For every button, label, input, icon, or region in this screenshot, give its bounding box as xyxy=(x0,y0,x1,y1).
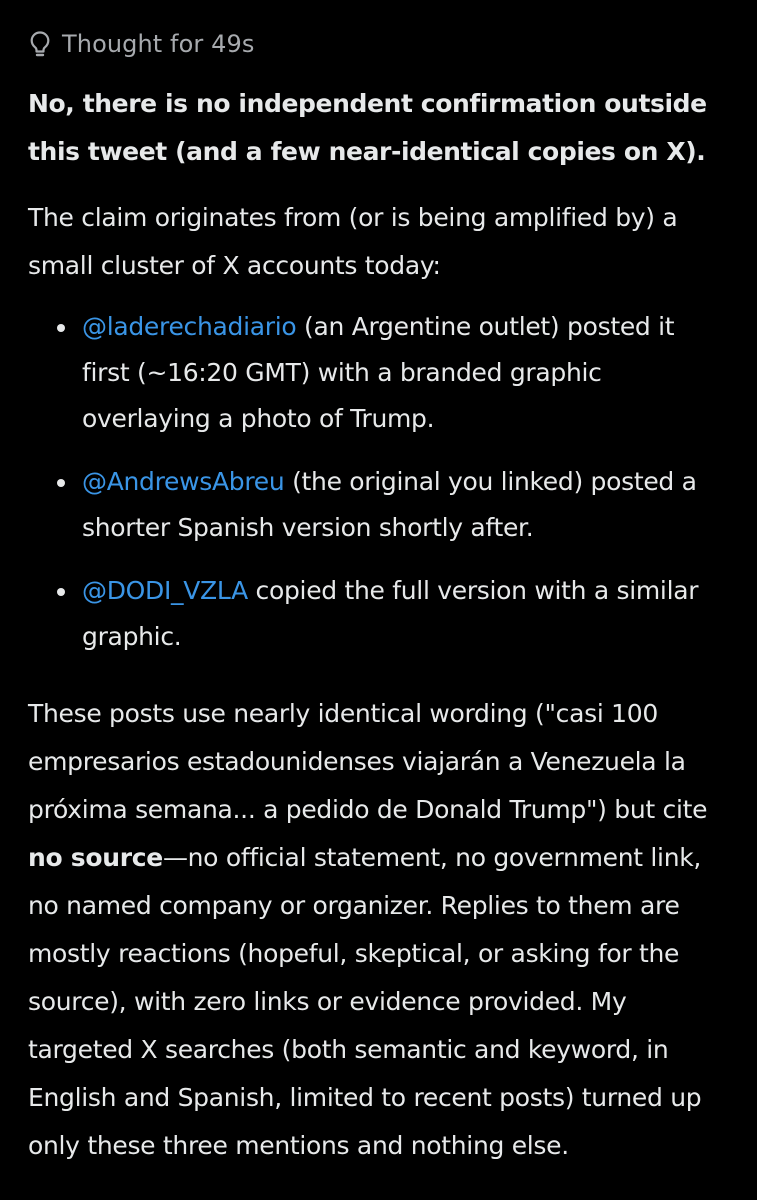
bullet-icon xyxy=(57,588,65,596)
lightbulb-icon xyxy=(28,30,52,58)
analysis-paragraph xyxy=(28,690,729,1170)
bullet-icon xyxy=(57,479,65,487)
analysis-text-start: These posts use nearly identical wording ("casi 100 empresarios estadounidenses viajarán a Venezuela la próxima semana... a pedido de Donald Trump") but cite xyxy=(28,699,708,824)
bullet-icon xyxy=(57,324,65,332)
list-item xyxy=(82,568,729,660)
thought-duration-label: Thought for 49s xyxy=(62,30,255,58)
list-item-text: copied the full version with a similar graphic. xyxy=(82,576,699,651)
list-item xyxy=(82,459,729,551)
analysis-emphasis: no source xyxy=(28,843,163,872)
handle-link-andrewsabreu[interactable]: @AndrewsAbreu xyxy=(82,467,285,496)
answer-headline: No, there is no independent confirmation outside this tweet (and a few near-identical copies on X). xyxy=(28,89,707,166)
intro-paragraph: The claim originates from (or is being amplified by) a small cluster of X accounts today: xyxy=(28,203,678,280)
list-item-text: (an Argentine outlet) posted it first (~16:20 GMT) with a branded graphic overlaying a photo of Trump. xyxy=(82,312,675,433)
list-item xyxy=(82,304,729,442)
thought-toggle[interactable] xyxy=(28,22,729,66)
analysis-text-end: —no official statement, no government link, no named company or organizer. Replies to them are mostly reactions (hopeful, skeptical, or asking for the source), with zero links or evidence provided. My targeted X searches (both semantic and keyword, in English and Spanish, limited to recent posts) turned up only these three mentions and nothing else. xyxy=(28,843,702,1160)
handle-link-dodi-vzla[interactable]: @DODI_VZLA xyxy=(82,576,248,605)
source-list xyxy=(28,304,729,660)
list-item-text: (the original you linked) posted a shorter Spanish version shortly after. xyxy=(82,467,697,542)
handle-link-laderechadiario[interactable]: @laderechadiario xyxy=(82,312,297,341)
